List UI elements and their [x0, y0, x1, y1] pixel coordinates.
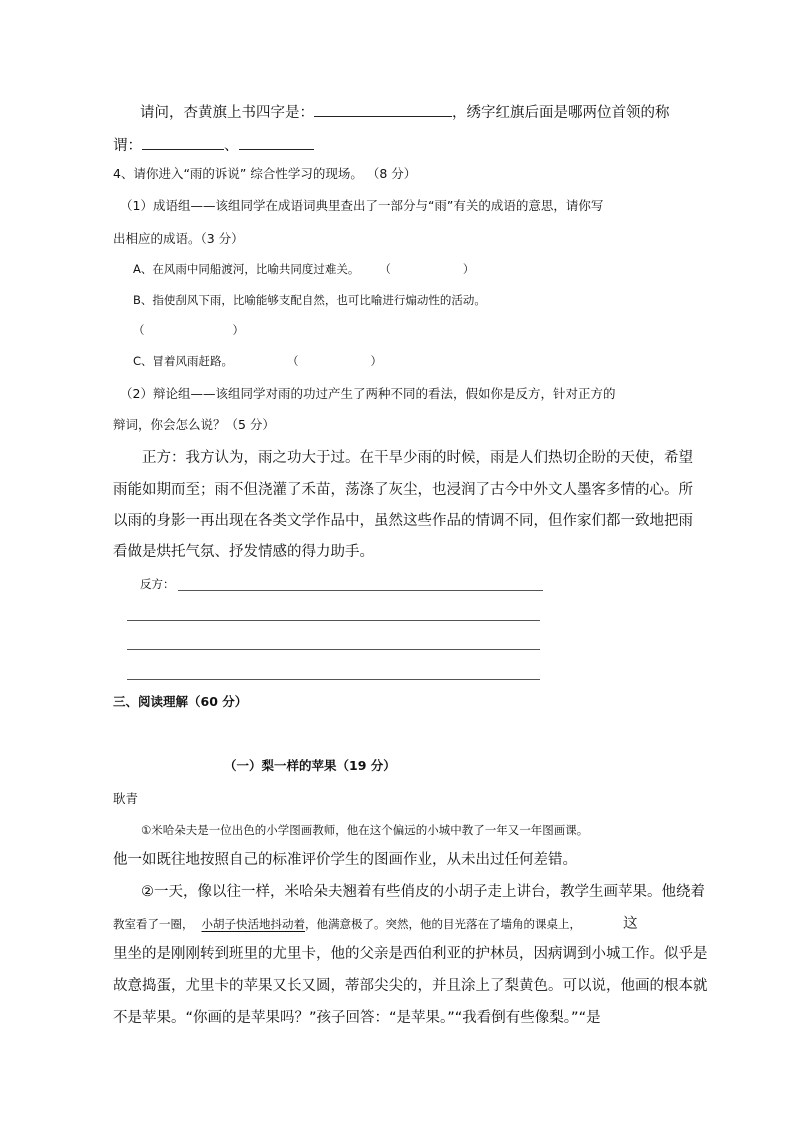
answer-line-4[interactable]	[127, 679, 540, 680]
para2-line2-text-d: 这	[623, 916, 638, 932]
q3-line1-text-a: 请问，杏黄旗上书四字是：	[140, 105, 314, 121]
q4-title: 4、请你进入“雨的诉说” 综合性学习的现场。 （8 分）	[113, 166, 417, 181]
q3-line2	[113, 137, 314, 154]
q3-separator: 、	[224, 138, 239, 154]
passage1-title: （一）梨一样的苹果（19 分）	[224, 758, 396, 773]
para2-line2-text-a: 教室看了一圈，	[113, 917, 194, 931]
q4-item-b: B、指使刮风下雨，比喻能够支配自然，也可比喻进行煽动性的活动。	[133, 293, 486, 307]
zhengfang-line-3: 以雨的身影一再出现在各类文学作品中，虽然这些作品的情调不同，但作家们都一致地把雨	[113, 513, 693, 529]
para2-line1: ②一天，像以往一样，米哈朵夫翘着有些俏皮的小胡子走上讲台，教学生画苹果。他绕着	[141, 884, 705, 900]
para1-line1: ①米哈朵夫是一位出色的小学图画教师，他在这个偏远的小城中教了一年又一年图画课。	[141, 823, 589, 837]
q3-line1	[140, 104, 670, 121]
fanfang-label: 反方：	[140, 577, 175, 591]
zhengfang-line-4: 看做是烘托气氛、抒发情感的得力助手。	[113, 544, 374, 560]
answer-line-1[interactable]	[178, 590, 543, 591]
q4-part1-line1: （1）成语组——该组同学在成语词典里查出了一部分与“雨”有关的成语的意思，请你写	[120, 198, 604, 213]
zhengfang-line-2: 雨能如期而至；雨不但浇灌了禾苗，荡涤了灰尘，也浸润了古今中外文人墨客多情的心。所	[113, 482, 693, 498]
answer-blank-leader-2[interactable]	[239, 137, 314, 150]
q4-part1-line2: 出相应的成语。（3 分）	[113, 231, 244, 246]
q4-part2-line1: （2）辩论组——该组同学对雨的功过产生了两种不同的看法，假如你是反方，针对正方的	[120, 386, 616, 401]
q4-item-c	[133, 356, 382, 368]
item-a-text: A、在风雨中同船渡河，比喻共同度过难关。	[133, 262, 360, 276]
para1-line2: 他一如既往地按照自己的标准评价学生的图画作业，从未出过任何差错。	[113, 852, 577, 868]
q3-line2-label: 谓：	[113, 138, 142, 154]
para2-line2-text-c: ，他满意极了。突然，他的目光落在了墙角的课桌上，	[305, 917, 581, 931]
paren-close: ）	[370, 354, 383, 368]
para2-line3: 里坐的是刚刚转到班里的尤里卡，他的父亲是西伯利亚的护林员，因病调到小城工作。似乎是	[113, 946, 708, 962]
q3-line1-text-b: ，绣字红旗后面是哪两位首领的称	[452, 105, 670, 121]
para2-line4: 故意捣蛋，尤里卡的苹果又长又圆，蒂部尖尖的，并且涂上了梨黄色。可以说，他画的根本就	[113, 978, 708, 994]
section3-title: 三、阅读理解（60 分）	[113, 694, 248, 709]
item-c-text: C、冒着风雨赶路。	[133, 354, 234, 368]
q4-item-b-answer	[133, 325, 244, 337]
answer-line-2[interactable]	[127, 620, 540, 621]
paren-open: （	[379, 262, 391, 276]
para2-line2	[113, 917, 638, 932]
para2-line5: 不是苹果。“你画的是苹果吗？”孩子回答：“是苹果。”“我看倒有些像梨。”“是	[113, 1010, 601, 1026]
answer-blank-leader-1[interactable]	[142, 137, 224, 150]
answer-line-3[interactable]	[127, 649, 540, 650]
paren-close: ）	[462, 262, 475, 276]
underlined-phrase: 小胡子快活地抖动着	[201, 917, 305, 931]
paren-close: ）	[232, 323, 244, 337]
paren-open: （	[287, 354, 299, 368]
passage1-author: 耿青	[113, 791, 139, 806]
q4-item-a	[133, 264, 474, 276]
paren-open: （	[133, 323, 145, 337]
answer-blank-flag-words[interactable]	[314, 104, 452, 117]
zhengfang-line-1: 正方：我方认为，雨之功大于过。在干旱少雨的时候，雨是人们热切企盼的天使，希望	[142, 450, 693, 466]
q4-part2-line2: 辩词，你会怎么说？（5 分）	[113, 417, 275, 432]
